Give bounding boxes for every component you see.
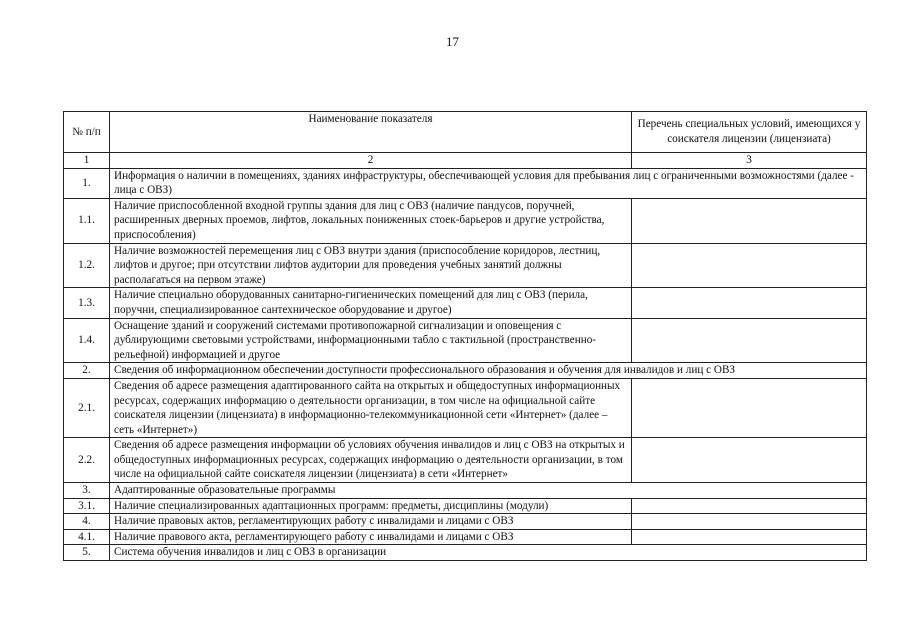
row-conditions-cell	[632, 514, 867, 530]
table-row	[64, 498, 867, 514]
row-conditions-cell	[632, 438, 867, 483]
row-indicator-name: Оснащение зданий и сооружений системами противопожарной сигнализации и оповещения с дублирующими световыми устройствами, информационными табло с тактильной (пространственно-рельефной) информацией и другое	[110, 318, 632, 363]
row-indicator-name: Система обучения инвалидов и лиц с ОВЗ в организации	[110, 545, 867, 561]
row-number: 1.4.	[64, 318, 110, 363]
row-indicator-name: Сведения об адресе размещения информации об условиях обучения инвалидов и лиц с ОВЗ на открытых и общедоступных информационных ресурсах, содержащих информацию о деятельности организации, в том числе на официальной сайте соискателя лицензии (лицензиата) в сети «Интернет»	[110, 438, 632, 483]
row-conditions-cell	[632, 288, 867, 318]
row-indicator-name: Сведения об информационном обеспечении доступности профессионального образования и обучения для инвалидов и лиц с ОВЗ	[110, 363, 867, 379]
column-index-row	[64, 153, 867, 169]
header-name: Наименование показателя	[110, 112, 632, 153]
row-number: 3.	[64, 483, 110, 499]
table-row	[64, 529, 867, 545]
row-number: 1.2.	[64, 243, 110, 288]
row-number: 1.	[64, 168, 110, 198]
row-conditions-cell	[632, 498, 867, 514]
row-conditions-cell	[632, 318, 867, 363]
table-row	[64, 288, 867, 318]
column-index-3: 3	[632, 153, 867, 169]
row-number: 2.2.	[64, 438, 110, 483]
row-number: 3.1.	[64, 498, 110, 514]
table-row	[64, 168, 867, 198]
table-row	[64, 318, 867, 363]
row-number: 2.	[64, 363, 110, 379]
row-indicator-name: Информация о наличии в помещениях, зданиях инфраструктуры, обеспечивающей условия для пребывания лиц с ограниченными возможностями (далее - лица с ОВЗ)	[110, 168, 867, 198]
column-index-1: 1	[64, 153, 110, 169]
table-row	[64, 545, 867, 561]
header-num: № п/п	[64, 112, 110, 153]
row-conditions-cell	[632, 378, 867, 437]
row-number: 4.	[64, 514, 110, 530]
header-list: Перечень специальных условий, имеющихся у соискателя лицензии (лицензиата)	[632, 112, 867, 153]
table-row	[64, 378, 867, 437]
table-row	[64, 483, 867, 499]
row-conditions-cell	[632, 529, 867, 545]
row-number: 2.1.	[64, 378, 110, 437]
row-conditions-cell	[632, 243, 867, 288]
row-number: 4.1.	[64, 529, 110, 545]
row-indicator-name: Наличие приспособленной входной группы здания для лиц с ОВЗ (наличие пандусов, поручней, расширенных дверных проемов, лифтов, локальных пониженных стоек-барьеров и другие устройства, приспособления)	[110, 198, 632, 243]
table-row	[64, 514, 867, 530]
specifications-table	[63, 111, 867, 561]
page-number: 17	[446, 34, 459, 49]
table-row	[64, 198, 867, 243]
row-number: 1.3.	[64, 288, 110, 318]
table-row	[64, 438, 867, 483]
table-row	[64, 363, 867, 379]
row-number: 1.1.	[64, 198, 110, 243]
row-indicator-name: Наличие специально оборудованных санитарно-гигиенических помещений для лиц с ОВЗ (перила, поручни, специализированное сантехническое оборудование и другое)	[110, 288, 632, 318]
column-index-2: 2	[110, 153, 632, 169]
row-indicator-name: Наличие правовых актов, регламентирующих работу с инвалидами и лицами с ОВЗ	[110, 514, 632, 530]
table-row	[64, 243, 867, 288]
row-indicator-name: Наличие возможностей перемещения лиц с ОВЗ внутри здания (приспособление коридоров, лестниц, лифтов и другое; при отсутствии лифтов аудитории для проведения учебных занятий должны располагаться на первом этаже)	[110, 243, 632, 288]
table-header-row	[64, 112, 867, 153]
row-indicator-name: Адаптированные образовательные программы	[110, 483, 867, 499]
row-conditions-cell	[632, 198, 867, 243]
row-indicator-name: Сведения об адресе размещения адаптированного сайта на открытых и общедоступных информационных ресурсах, содержащих информацию о деятельности организации, в том числе на официальной сайте соискателя лицензии (лицензиата) в информационно-телекоммуникационной сети «Интернет» (далее – сеть «Интернет»)	[110, 378, 632, 437]
row-indicator-name: Наличие специализированных адаптационных программ: предметы, дисциплины (модули)	[110, 498, 632, 514]
row-number: 5.	[64, 545, 110, 561]
row-indicator-name: Наличие правового акта, регламентирующего работу с инвалидами и лицами с ОВЗ	[110, 529, 632, 545]
table-body	[64, 168, 867, 560]
